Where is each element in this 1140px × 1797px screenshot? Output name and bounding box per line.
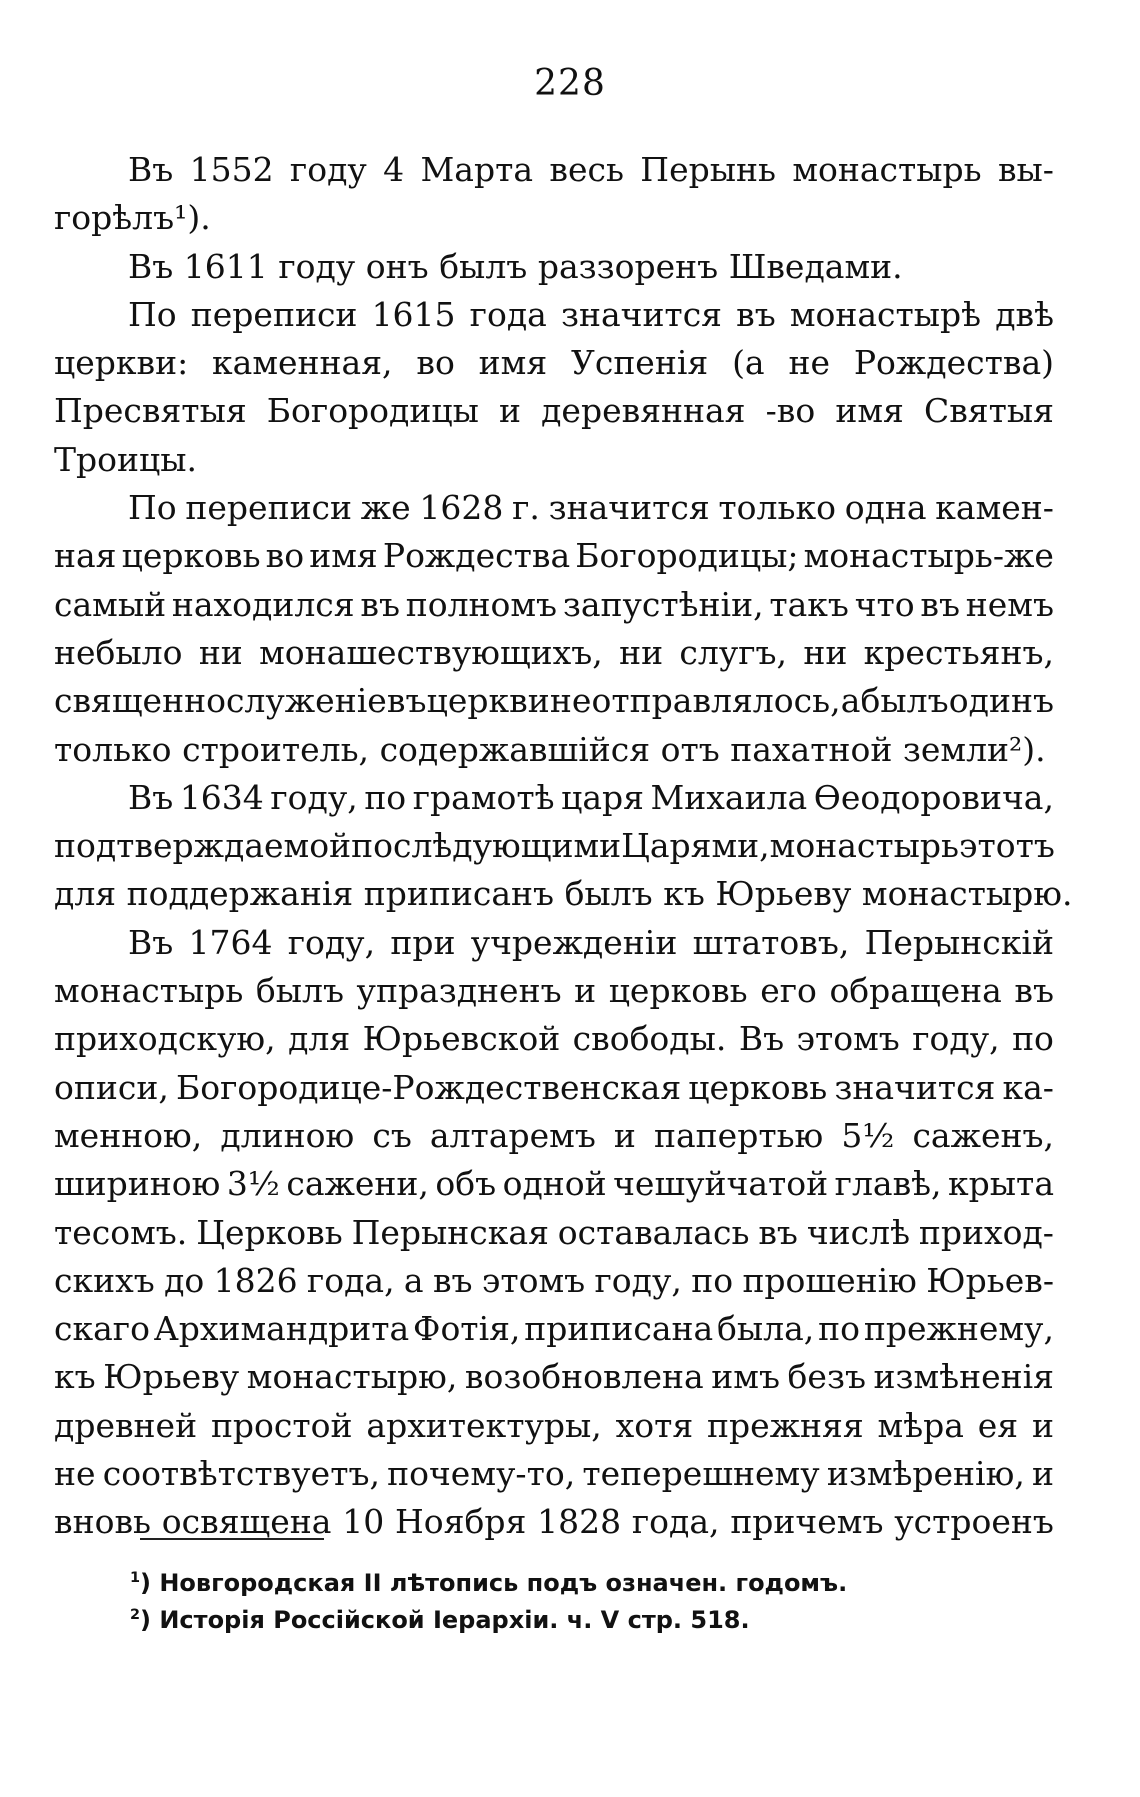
word: переписи <box>185 488 353 528</box>
word: церкви: <box>54 343 189 383</box>
word: Святыя <box>923 391 1054 431</box>
word: самый <box>54 584 167 624</box>
word: Фотія, <box>413 1309 521 1349</box>
word: Троицы. <box>54 439 197 479</box>
text-line <box>54 677 1054 725</box>
word: Рождества <box>382 536 571 576</box>
word: объ <box>435 1164 497 1204</box>
text-line <box>54 1209 1054 1257</box>
word: такъ <box>769 584 849 624</box>
word: свободы. <box>572 1019 727 1059</box>
word: 4 <box>383 150 405 189</box>
word: По <box>128 488 177 528</box>
word: Богородицы; <box>575 536 799 576</box>
word: саженъ, <box>912 1115 1054 1155</box>
text-line <box>54 774 1054 822</box>
word: По <box>128 294 177 334</box>
word: вновь <box>54 1502 151 1542</box>
word: Юрьеву <box>103 1357 240 1397</box>
word: съ <box>372 1115 412 1155</box>
word: весь <box>549 150 624 189</box>
word: 1615 <box>371 294 456 334</box>
word: Въ <box>738 1019 785 1059</box>
word: Шведами. <box>728 246 903 286</box>
word: по <box>1012 1019 1054 1059</box>
word: алтаремъ <box>429 1115 596 1155</box>
text-line <box>54 1015 1054 1063</box>
text-line <box>54 1402 1054 1450</box>
word: теперешнему <box>582 1454 820 1494</box>
word: приписана <box>524 1309 714 1349</box>
word: Перынь <box>640 150 776 189</box>
word: подтверждаемой <box>54 826 352 866</box>
word: послѣдующими <box>351 826 622 866</box>
word: переписи <box>190 294 358 334</box>
word: -во <box>765 391 816 431</box>
word: церковь <box>121 536 261 576</box>
word: этотъ <box>958 826 1055 866</box>
word: ни <box>803 632 848 672</box>
word: Юрьевской <box>362 1019 561 1059</box>
text-line <box>54 1064 1054 1112</box>
word: не <box>788 343 830 383</box>
word: поддержанія <box>126 874 354 914</box>
word: устроенъ <box>894 1502 1054 1542</box>
word: оставалась <box>557 1212 750 1252</box>
word: и <box>1032 1454 1054 1494</box>
word: 1634 <box>179 777 264 817</box>
text-line <box>54 532 1054 580</box>
word: во <box>265 536 305 576</box>
word: и <box>613 1115 636 1155</box>
word: монастырь-же <box>803 536 1054 576</box>
word: ная <box>54 536 117 576</box>
word: его <box>760 971 817 1011</box>
word: горѣлъ¹). <box>54 198 211 238</box>
word: церковь <box>688 1067 828 1107</box>
word: причемъ <box>730 1502 884 1542</box>
word: былъ <box>860 681 949 721</box>
word: штатовъ, <box>692 922 850 962</box>
word: Юрьев- <box>926 1260 1054 1300</box>
word: одна <box>844 488 927 528</box>
word: и <box>574 971 597 1011</box>
word: къ <box>54 1357 96 1397</box>
text-line <box>54 291 1054 339</box>
word: тесомъ. <box>54 1212 188 1252</box>
word: 1826 <box>213 1260 298 1300</box>
word: году <box>289 150 367 189</box>
text-line <box>54 1353 1054 1401</box>
word: что <box>854 584 915 624</box>
word: главѣ, <box>834 1164 942 1204</box>
word: былъ <box>255 971 344 1011</box>
word: при <box>390 922 456 962</box>
word: 1552 <box>189 150 274 189</box>
text-line <box>54 243 1054 291</box>
word: онъ <box>365 246 429 286</box>
text-line <box>54 1450 1054 1498</box>
word: Михаила <box>650 777 808 817</box>
word: этомъ <box>481 1260 586 1300</box>
word: была, <box>717 1309 815 1349</box>
footnote-text: ) Новгородская II лѣтопись подъ означен. годомъ. <box>140 1569 848 1597</box>
word: Пресвятыя <box>54 391 247 431</box>
word: обращена <box>829 971 1002 1011</box>
word: Марта <box>420 150 534 189</box>
word: измѣненія <box>873 1357 1054 1397</box>
word: имъ <box>711 1357 780 1397</box>
text-line <box>54 194 1054 242</box>
word: не <box>54 1454 96 1494</box>
word: Богородицы <box>266 391 479 431</box>
word: монастырю. <box>861 874 1073 914</box>
word: запустѣніи, <box>562 584 764 624</box>
word: значится <box>560 294 722 334</box>
word: камен- <box>935 488 1054 528</box>
text-line <box>54 387 1054 435</box>
word: скихъ <box>54 1260 155 1300</box>
word: упраздненъ <box>356 971 562 1011</box>
word: приписанъ <box>363 874 555 914</box>
word: длиною <box>220 1115 355 1155</box>
word: почему-то, <box>387 1454 576 1494</box>
word: не <box>549 681 592 721</box>
word: слугъ, <box>679 632 788 672</box>
word: крестьянъ, <box>863 632 1054 672</box>
word: ни <box>619 632 664 672</box>
footnote-marker: 1 <box>130 1570 141 1586</box>
text-line <box>54 1160 1054 1208</box>
word: былъ <box>564 874 653 914</box>
word: соотвѣтствуетъ, <box>102 1454 380 1494</box>
word: и <box>1032 1405 1054 1445</box>
word: ка- <box>1002 1067 1054 1107</box>
word: древней <box>54 1405 198 1445</box>
word: въ <box>758 1212 798 1252</box>
word: каменная, <box>212 343 393 383</box>
word: раззоренъ <box>537 246 719 286</box>
word: крыта <box>948 1164 1054 1204</box>
word: отправлялось, <box>591 681 841 721</box>
word: а <box>403 1260 424 1300</box>
word: въ <box>432 1260 473 1300</box>
word: Ноября <box>395 1502 527 1542</box>
text-line <box>54 1305 1054 1353</box>
word: монастырю, <box>246 1357 458 1397</box>
word: пахатной <box>730 729 893 769</box>
word: году, <box>912 1019 1000 1059</box>
text-line <box>54 822 1054 870</box>
word: во <box>416 343 455 383</box>
word: Перынскій <box>864 922 1054 962</box>
word: Успенія <box>570 343 709 383</box>
word: въ <box>736 294 776 334</box>
footnote <box>130 1602 1050 1639</box>
word: 1764 <box>188 922 273 962</box>
word: учрежденіи <box>470 922 678 962</box>
text-line <box>54 919 1054 967</box>
body-text <box>54 146 1073 1547</box>
word: одинъ <box>948 681 1054 721</box>
text-line <box>54 1257 1054 1305</box>
word: этомъ <box>796 1019 900 1059</box>
text-line <box>54 146 1054 194</box>
word: въ <box>386 681 427 721</box>
word: же <box>360 488 411 528</box>
footnote-marker: 2 <box>130 1607 141 1623</box>
word: году, <box>287 922 376 962</box>
word: Царями, <box>621 826 770 866</box>
word: церкви <box>426 681 550 721</box>
word: вы- <box>997 150 1054 189</box>
word: простой <box>210 1405 353 1445</box>
word: году, <box>270 777 358 817</box>
word: году, <box>594 1260 682 1300</box>
footnote-text: ) Исторія Россійской Іерархіи. ч. V стр. 518. <box>140 1606 750 1634</box>
word: скаго <box>54 1309 150 1349</box>
word: ни <box>198 632 243 672</box>
word: содержавшійся <box>379 729 651 769</box>
word: мѣра <box>877 1405 964 1445</box>
word: безъ <box>787 1357 866 1397</box>
word: хотя <box>615 1405 694 1445</box>
word: монастырь <box>792 150 982 189</box>
word: чешуйчатой <box>613 1164 829 1204</box>
word: Юрьеву <box>715 874 852 914</box>
text-line <box>54 484 1054 532</box>
word: по <box>691 1260 734 1300</box>
word: въ <box>1014 971 1054 1011</box>
footnote <box>130 1565 1050 1602</box>
word: Въ <box>128 922 174 962</box>
word: монастырь <box>769 826 959 866</box>
word: по <box>818 1309 860 1349</box>
word: сажени, <box>286 1164 429 1204</box>
word: менною, <box>54 1115 203 1155</box>
word: года, <box>631 1502 720 1542</box>
word: къ <box>663 874 705 914</box>
word: Въ <box>128 246 174 286</box>
word: 3½ <box>226 1164 280 1204</box>
word: (а <box>732 343 765 383</box>
word: освящена <box>161 1502 332 1542</box>
word: монастырѣ <box>789 294 982 334</box>
word: приход- <box>918 1212 1054 1252</box>
word: приходскую, <box>54 1019 276 1059</box>
word: полномъ <box>405 584 558 624</box>
word: шириною <box>54 1164 221 1204</box>
word: находился <box>171 584 355 624</box>
word: царя <box>561 777 644 817</box>
word: 5½ <box>841 1115 895 1155</box>
word: отъ <box>660 729 720 769</box>
word: Въ <box>128 150 174 189</box>
word: 1828 <box>537 1502 622 1542</box>
word: былъ <box>439 246 528 286</box>
word: Ѳеодоровича, <box>813 777 1054 817</box>
word: описи, <box>54 1067 169 1107</box>
word: земли²). <box>902 729 1046 769</box>
word: а <box>840 681 861 721</box>
word: года, <box>306 1260 395 1300</box>
word: 10 <box>342 1502 385 1542</box>
word: Перынская <box>351 1212 549 1252</box>
word: двѣ <box>995 294 1054 334</box>
word: года <box>469 294 547 334</box>
word: священнослуженіе <box>54 681 387 721</box>
word: монашествующихъ, <box>259 632 603 672</box>
word: только <box>718 488 836 528</box>
text-line <box>54 726 1054 774</box>
word: деревянная <box>541 391 746 431</box>
word: для <box>54 874 117 914</box>
word: ея <box>977 1405 1019 1445</box>
word: прежняя <box>707 1405 864 1445</box>
word: измѣренію, <box>826 1454 1025 1494</box>
text-line <box>54 339 1054 387</box>
word: небыло <box>54 632 183 672</box>
footnotes <box>130 1565 1050 1639</box>
word: Въ <box>128 777 174 817</box>
text-line <box>54 629 1054 677</box>
word: до <box>164 1260 205 1300</box>
word: имя <box>478 343 548 383</box>
word: г. <box>512 488 540 528</box>
word: по <box>364 777 407 817</box>
text-line <box>54 436 1054 484</box>
word: значится <box>548 488 710 528</box>
word: возобновлена <box>464 1357 704 1397</box>
word: Богородице-Рождественская <box>175 1067 682 1107</box>
word: папертью <box>654 1115 824 1155</box>
word: Церковь <box>196 1212 343 1252</box>
word: одной <box>502 1164 607 1204</box>
word: 1611 <box>183 246 268 286</box>
word: числѣ <box>806 1212 910 1252</box>
word: церковь <box>608 971 748 1011</box>
page-number: 228 <box>534 63 606 104</box>
word: грамотѣ <box>412 777 555 817</box>
word: немъ <box>965 584 1054 624</box>
word: году <box>278 246 356 286</box>
word: прежнему, <box>863 1309 1054 1349</box>
word: имя <box>835 391 904 431</box>
word: только <box>54 729 172 769</box>
word: Рождества) <box>853 343 1054 383</box>
word: имя <box>309 536 378 576</box>
word: строитель, <box>182 729 370 769</box>
word: монастырь <box>54 971 244 1011</box>
footnote-separator <box>140 1538 324 1540</box>
word: въ <box>360 584 400 624</box>
word: значится <box>834 1067 996 1107</box>
word: архитектуры, <box>366 1405 602 1445</box>
word: прошенію <box>742 1260 917 1300</box>
word: 1628 <box>419 488 504 528</box>
text-line <box>54 870 1073 918</box>
word: въ <box>920 584 960 624</box>
word: и <box>498 391 521 431</box>
word: Архимандрита <box>153 1309 410 1349</box>
text-line <box>54 581 1054 629</box>
text-line <box>54 967 1054 1015</box>
text-line <box>54 1112 1054 1160</box>
word: для <box>288 1019 351 1059</box>
